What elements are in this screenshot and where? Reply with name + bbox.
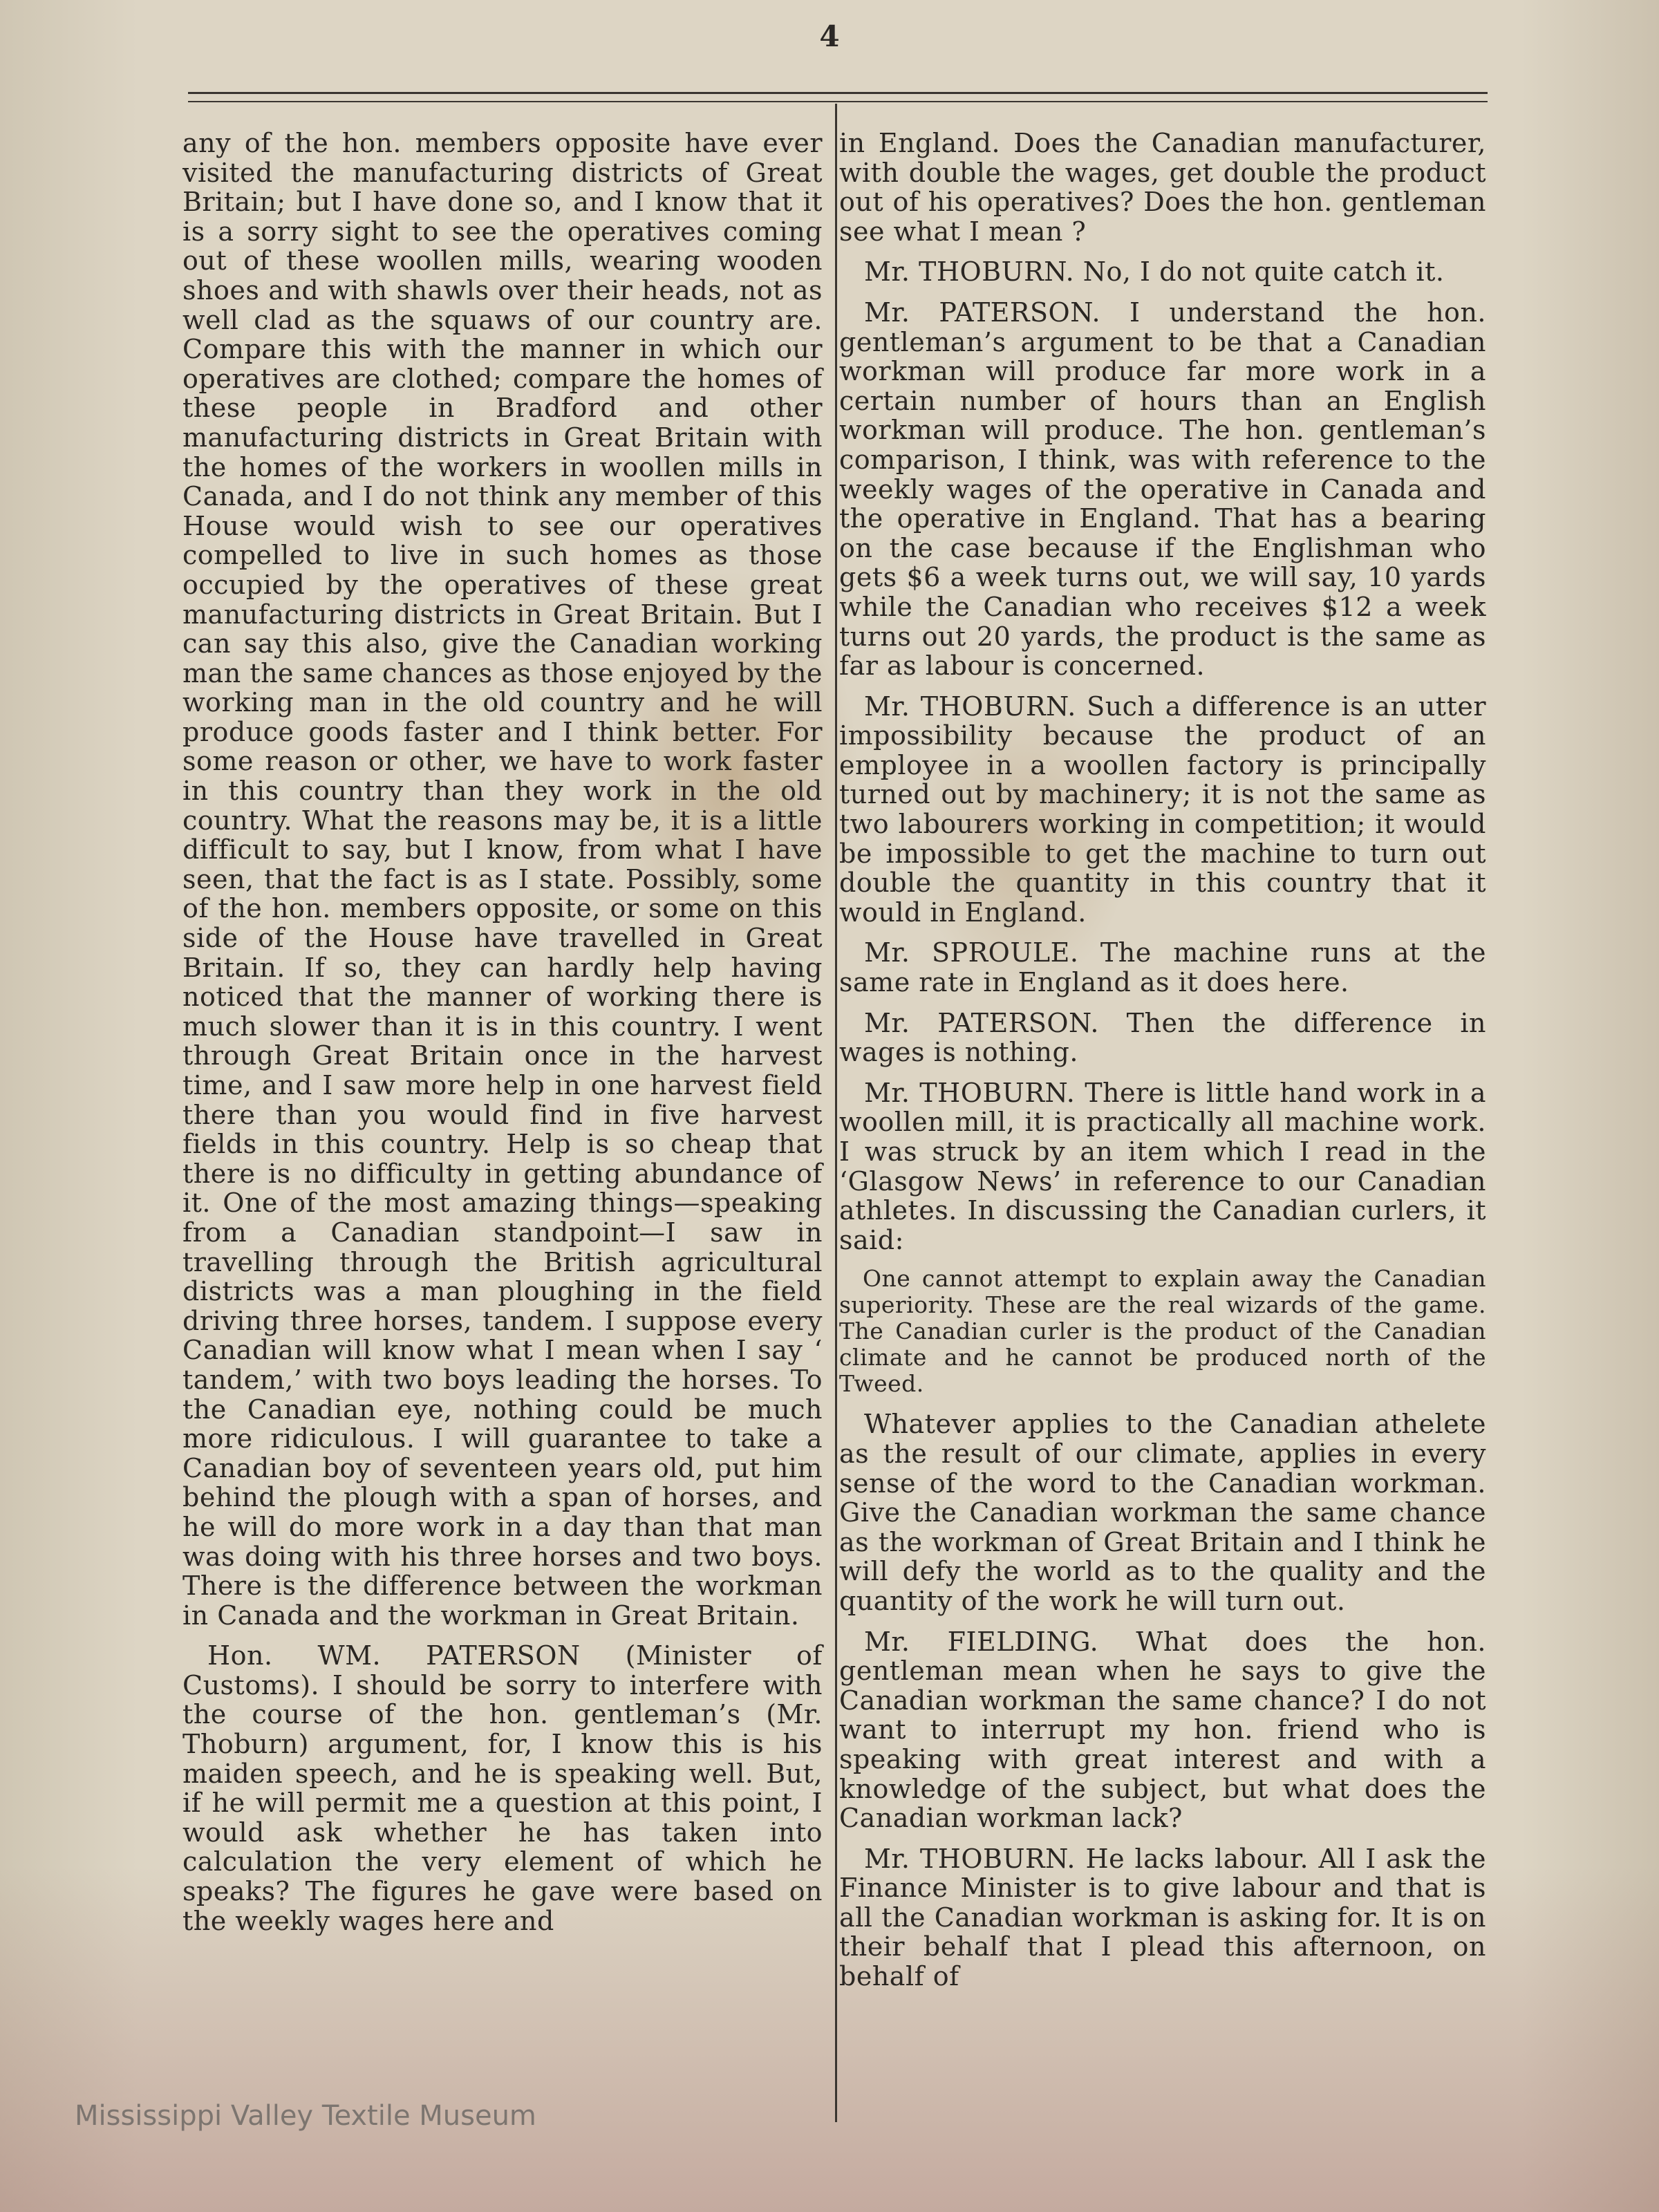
page-number: 4 <box>819 19 840 53</box>
paragraph: Mr. SPROULE. The machine runs at the same rate in England as it does here. <box>839 937 1486 998</box>
paragraph: any of the hon. members opposite have ever visited the manufacturing districts of Great Britain; but I have done so, and I know that it is a sorry sight to see the operatives coming out of these woollen mills, wearing wooden shoes and with shawls over their heads, not as well clad as the squaws of our country are. Compare this with the manner in which our operatives are clothed; compare the homes of these people in Bradford and other manufacturing districts in Great Britain with the homes of the workers in woollen mills in Canada, and I do not think any member of this House would wish to see our operatives compelled to live in such homes as those occupied by the operatives of these great manufacturing districts in Great Britain. But I can say this also, give the Canadian working man the same chances as those enjoyed by the working man in the old country and he will produce goods faster and I think better. For some reason or other, we have to work faster in this country than they work in the old country. What the reasons may be, it is a little difficult to say, but I know, from what I have seen, that the fact is as I state. Possibly, some of the hon. members opposite, or some on this side of the House have travelled in Great Britain. If so, they can hardly help having noticed that the manner of working there is much slower than it is in this country. I went through Great Britain once in the harvest time, and I saw more help in one harvest field there than you would find in five harvest fields in this country. Help is so cheap that there is no difficulty in getting abundance of it. One of the most amazing things—speaking from a Canadian standpoint—I saw in travelling through the British agricultural districts was a man ploughing in the field driving three horses, tandem. I suppose every Canadian will know what I mean when I say ‘ tandem,’ with two boys leading the horses. To the Canadian eye, nothing could be much more ridiculous. I will guarantee to take a Canadian boy of seventeen years old, put him behind the plough with a span of horses, and he will do more work in a day than that man was doing with his three horses and two boys. There is the difference between the workman in Canada and the workman in Great Britain. <box>182 128 823 1631</box>
paragraph: Mr. THOBURN. There is little hand work in a woollen mill, it is practically all machine work. I was struck by an item which I read in the ‘Glasgow News’ in reference to our Canadian athletes. In discussing the Canadian curlers, it said: <box>839 1077 1486 1255</box>
paragraph: Mr. PATERSON. I understand the hon. gentleman’s argument to be that a Canadian workman will produce far more work in a certain number of hours than an English workman will produce. The hon. gentleman’s comparison, I think, was with reference to the weekly wages of the operative in Canada and the operative in England. That has a bearing on the case because if the Englishman who gets $6 a week turns out, we will say, 10 yards while the Canadian who receives $12 a week turns out 20 yards, the product is the same as far as labour is concerned. <box>839 297 1486 682</box>
paragraph: Hon. WM. PATERSON (Minister of Customs). I should be sorry to interfere with the course of the hon. gentleman’s (Mr. Thoburn) argument, for, I know this is his maiden speech, and he is speaking well. But, if he will permit me a question at this point, I would ask whether he has taken into calculation the very element of which he speaks? The figures he gave were based on the weekly wages here and <box>182 1640 823 1936</box>
right-column <box>839 129 1486 2003</box>
header-double-rule <box>188 92 1488 102</box>
paragraph: Whatever applies to the Canadian athelete as the result of our climate, applies in every sense of the word to the Canadian workman. Give the Canadian workman the same chance as the workman of Great Britain and I think he will defy the world as to the quality and the quantity of the work he will turn out. <box>839 1409 1486 1616</box>
paragraph: Mr. THOBURN. No, I do not quite catch it. <box>864 256 1445 288</box>
paragraph: Mr. FIELDING. What does the hon. gentleman mean when he says to give the Canadian workman the same chance? I do not want to interrupt my hon. friend who is speaking with great interest and with a knowledge of the subject, but what does the Canadian workman lack? <box>839 1626 1486 1834</box>
watermark-text: Mississippi Valley Textile Museum <box>75 2100 536 2132</box>
paragraph: Mr. THOBURN. Such a difference is an utter impossibility because the product of an employee in a woollen factory is principally turned out by machinery; it is not the same as two labourers working in competition; it would be impossible to get the machine to turn out double the quantity in this country that it would in England. <box>839 691 1486 928</box>
left-column <box>182 129 823 1947</box>
paragraph: Mr. THOBURN. He lacks labour. All I ask the Finance Minister is to give labour and that is all the Canadian workman is asking for. It is on their behalf that I plead this afternoon, on behalf of <box>839 1843 1486 1992</box>
paragraph: Mr. PATERSON. Then the difference in wages is nothing. <box>839 1007 1486 1068</box>
column-divider <box>835 104 837 2122</box>
block-quote: One cannot attempt to explain away the Canadian superiority. These are the real wizards of the game. The Canadian curler is the product of the Canadian climate and he cannot be produced north of the Tweed. <box>839 1265 1486 1398</box>
paragraph: in England. Does the Canadian manufacturer, with double the wages, get double the product out of his operatives? Does the hon. gentleman see what I mean ? <box>839 128 1486 247</box>
